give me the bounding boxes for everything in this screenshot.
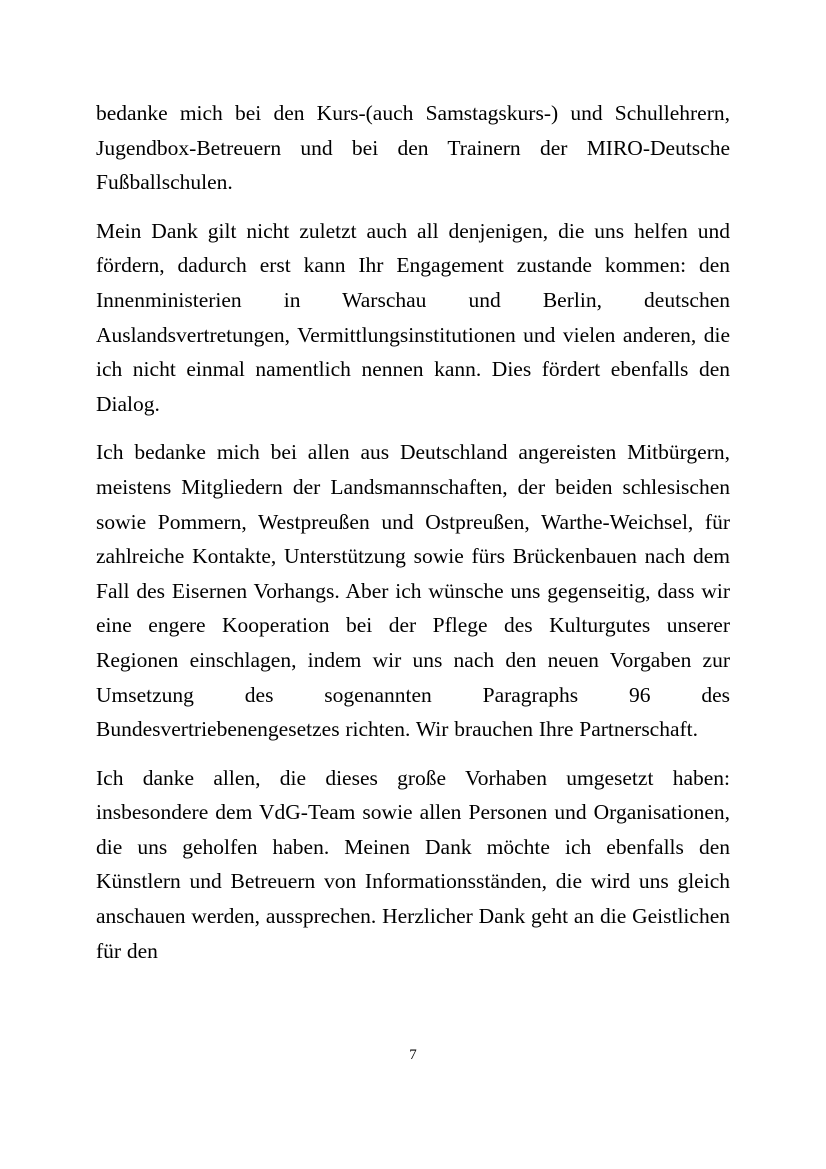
paragraph-1: bedanke mich bei den Kurs-(auch Samstagskurs-) und Schullehrern, Jugendbox-Betreuern und bei den Trainern der MIRO-Deutsche Fußballschulen.	[96, 101, 730, 195]
body-text-column	[96, 96, 730, 968]
paragraph-4: Ich danke allen, die dieses große Vorhaben umgesetzt haben: insbesondere dem VdG-Team sowie allen Personen und Organisationen, die uns geholfen haben. Meinen Dank möchte ich ebenfalls den Künstlern und Betreuern von Informationsständen, die wird uns gleich anschauen werden, aussprechen. Herzlicher Dank geht an die Geistlichen für den	[96, 765, 730, 963]
page-number: 7	[409, 1047, 417, 1063]
paragraph-2: Mein Dank gilt nicht zuletzt auch all denjenigen, die uns helfen und fördern, dadurch erst kann Ihr Engagement zustande kommen: den Innenministerien in Warschau und Berlin, deutschen Auslandsvertretungen, Vermittlungsinstitutionen und vielen anderen, die ich nicht einmal namentlich nennen kann. Dies fördert ebenfalls den Dialog.	[96, 218, 730, 416]
paragraph-3: Ich bedanke mich bei allen aus Deutschland angereisten Mitbürgern, meistens Mitgliedern der Landsmannschaften, der beiden schlesischen sowie Pommern, Westpreußen und Ostpreußen, Warthe-Weichsel, für zahlreiche Kontakte, Unterstützung sowie fürs Brückenbauen nach dem Fall des Eisernen Vorhangs. Aber ich wünsche uns gegenseitig, dass wir eine engere Kooperation bei der Pflege des Kulturgutes unserer Regionen einschlagen, indem wir uns nach den neuen Vorgaben zur Umsetzung des sogenannten Paragraphs 96 des Bundesvertriebenengesetzes richten. Wir brauchen Ihre Partnerschaft.	[96, 440, 730, 742]
